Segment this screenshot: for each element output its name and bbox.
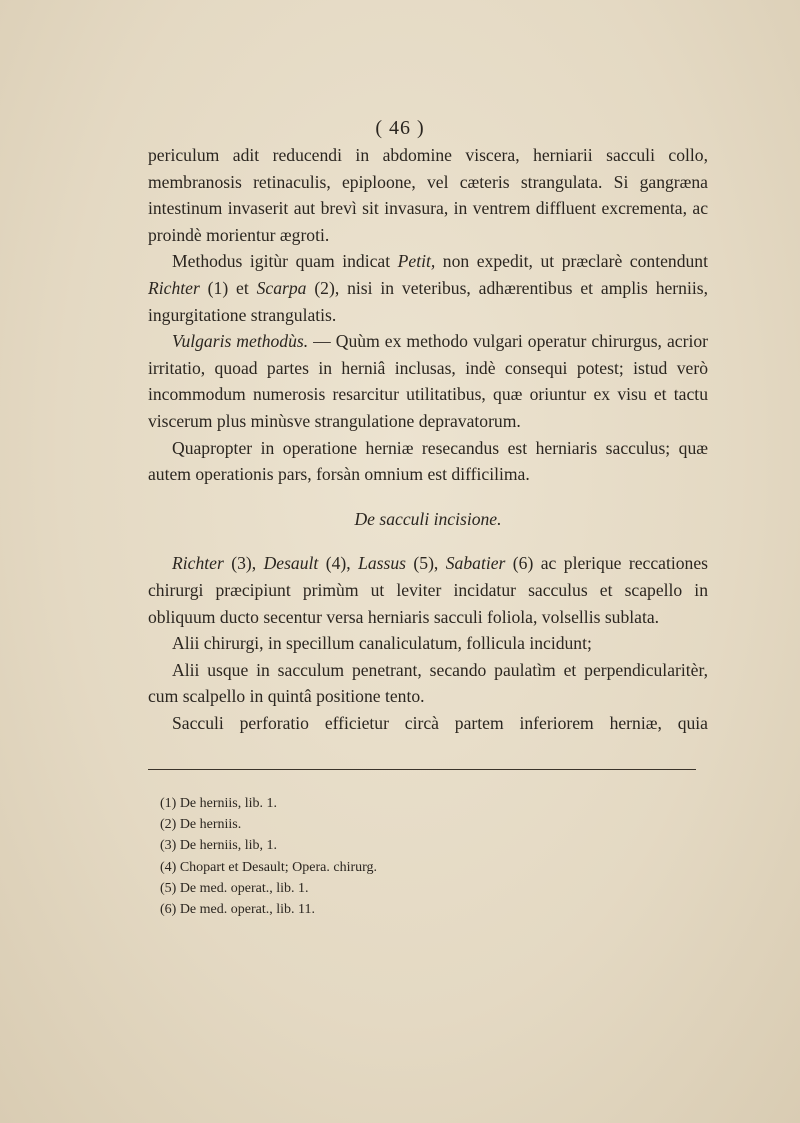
footnote-6: (6) De med. operat., lib. 11. — [160, 902, 315, 918]
text-run: (5), — [405, 553, 446, 574]
text-run: (1) et — [199, 277, 257, 298]
section-heading: De sacculi incisione. — [354, 508, 502, 529]
page-number: ( 46 ) — [375, 117, 425, 139]
paragraph-7: Alii usque in sacculum penetrant, secando paulatìm et perpendicularitèr, cum scalpello in quintâ positione tento. — [148, 659, 708, 707]
paragraph-3 — [148, 328, 708, 434]
text-run: (6) ac plerique reccationes chirurgi præcipiunt primùm ut leviter incidatur sacculus et scapello in obliquum ducto secentur versa herniaris sacculi foliola, volsellis sublata. — [148, 553, 708, 627]
author-name: Richter — [172, 553, 224, 574]
paragraph-4: Quapropter in operatione herniæ resecandus est herniaris sacculus; quæ autem operationis pars, forsàn omnium est difficilima. — [148, 437, 708, 485]
author-name: Richter — [148, 277, 200, 298]
author-name: Lassus — [358, 553, 406, 574]
author-name: Scarpa — [256, 277, 307, 298]
footnote-divider — [148, 769, 696, 770]
paragraph-2 — [148, 248, 708, 328]
text-run: — Quùm ex methodo vulgari operatur chirurgus, acrior irritatio, quoad partes in herniâ inclusas, indè consequi potest; istud verò incommodum numerosis resarcitur utilitatibus, quæ oriuntur ex visu et tactu viscerum plus minùsve strangulatione depravatorum. — [148, 331, 708, 431]
footnote-3: (3) De herniis, lib, 1. — [160, 838, 278, 854]
footnote-4: (4) Chopart et Desault; Opera. chirurg. — [160, 859, 378, 875]
paragraph-6: Alii chirurgi, in specillum canaliculatum, follicula incidunt; — [172, 633, 592, 654]
author-name: Desault — [263, 553, 319, 574]
footnotes — [160, 793, 560, 920]
text-run: Methodus igitùr quam indicat — [172, 251, 398, 272]
paragraph-5 — [148, 550, 708, 630]
main-text — [148, 142, 708, 736]
paragraph-8: Sacculi perforatio efficietur circà partem inferiorem herniæ, quia — [172, 712, 708, 733]
footnote-5: (5) De med. operat., lib. 1. — [160, 880, 309, 896]
run-in-heading: Vulgaris methodùs. — [172, 331, 309, 352]
paragraph-1: periculum adit reducendi in abdomine viscera, herniarii sacculi collo, membranosis retinaculis, epiploone, vel cæteris strangulata. Si gangræna intestinum invaserit aut brevì sit invasura, in ventrem diffluent excrementa, ac proindè morientur ægroti. — [148, 145, 708, 245]
author-name: Petit, — [397, 251, 436, 272]
text-run: (3), — [223, 553, 264, 574]
text-run: (4), — [318, 553, 359, 574]
footnote-1: (1) De herniis, lib. 1. — [160, 796, 278, 811]
footnote-2: (2) De herniis. — [160, 817, 242, 833]
text-run: non expedit, ut præclarè contendunt — [435, 251, 708, 272]
author-name: Sabatier — [445, 553, 506, 574]
text-run: (2), nisi in veteribus, adhærentibus et amplis herniis, ingurgitatione strangulatis. — [148, 277, 708, 325]
